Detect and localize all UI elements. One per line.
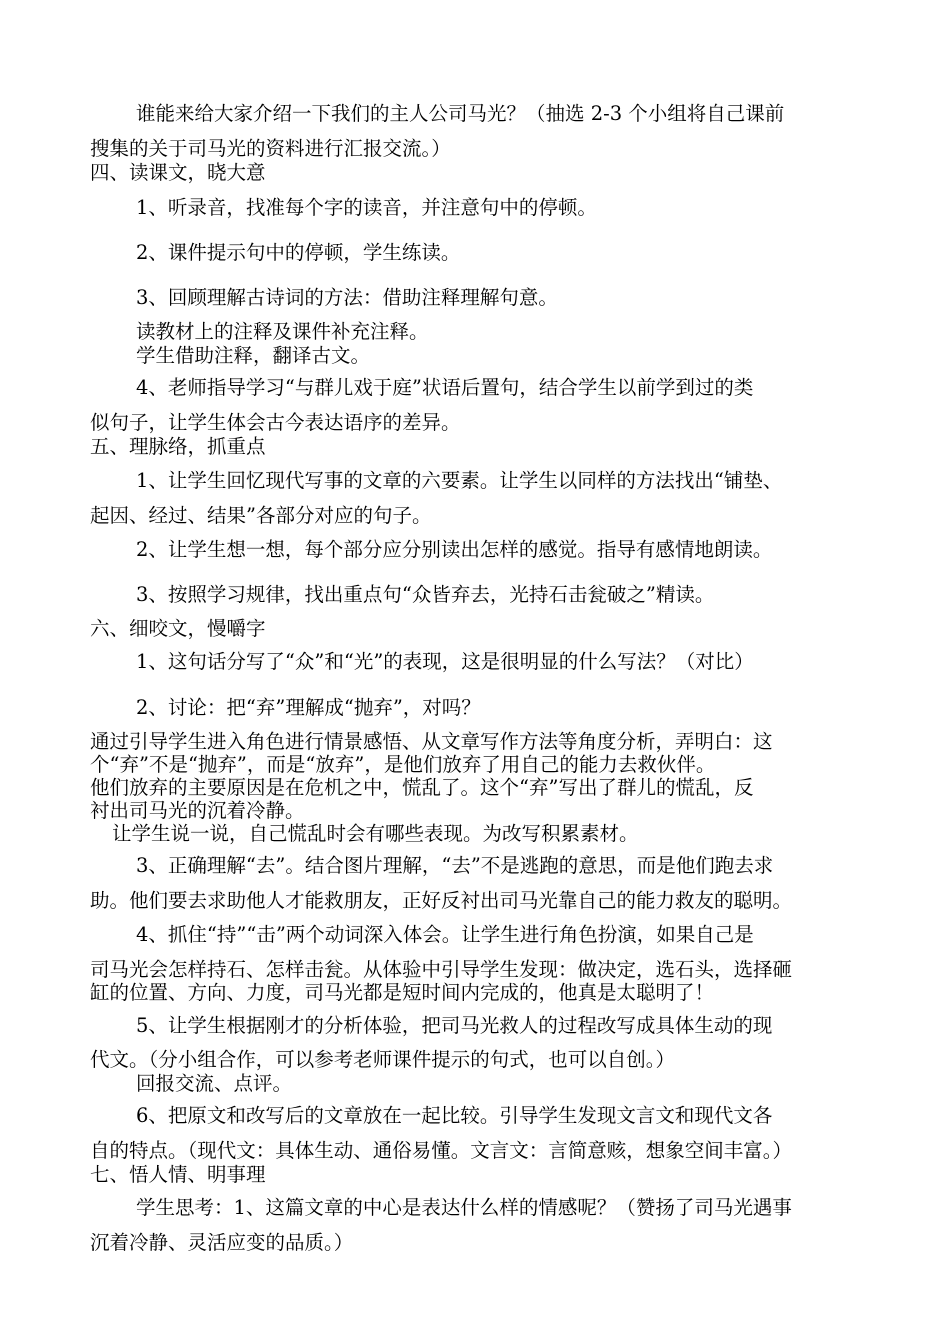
paragraph-line: 司马光会怎样持石、怎样击瓮。从体验中引导学生发现：做决定，选石头，选择砸 bbox=[90, 958, 793, 981]
paragraph-line: 自的特点。（现代文：具体生动、通俗易懂。文言文：言简意赅，想象空间丰富。） bbox=[90, 1139, 793, 1162]
paragraph-line: 3、按照学习规律，找出重点句“众皆弃去，光持石击瓮破之”精读。 bbox=[136, 583, 715, 606]
paragraph-line: 1、让学生回忆现代写事的文章的六要素。让学生以同样的方法找出“铺垫、 bbox=[136, 469, 783, 492]
paragraph-line: 4、老师指导学习“与群儿戏于庭”状语后置句，结合学生以前学到过的类 bbox=[136, 376, 754, 399]
paragraph-line: 2、讨论：把“弃”理解成“抛弃”，对吗？ bbox=[136, 696, 481, 719]
paragraph-line: 3、正确理解“去”。结合图片理解，“去”不是逃跑的意思，而是他们跑去求 bbox=[136, 854, 774, 877]
paragraph-line: 通过引导学生进入角色进行情景感悟、从文章写作方法等角度分析，弄明白：这 bbox=[90, 730, 773, 753]
paragraph-line: 学生借助注释，翻译古文。 bbox=[136, 344, 371, 367]
paragraph-line: 谁能来给大家介绍一下我们的主人公司马光？（抽选 2-3 个小组将自己课前 bbox=[136, 102, 785, 125]
paragraph-line: 1、这句话分写了“众”和“光”的表现，这是很明显的什么写法？（对比） bbox=[136, 650, 754, 673]
paragraph-line: 3、回顾理解古诗词的方法：借助注释理解句意。 bbox=[136, 286, 558, 309]
paragraph-line: 起因、经过、结果”各部分对应的句子。 bbox=[90, 504, 432, 527]
paragraph-line: 1、听录音，找准每个字的读音，并注意句中的停顿。 bbox=[136, 196, 597, 219]
section-heading: 七、悟人情、明事理 bbox=[90, 1163, 266, 1186]
paragraph-line: 让学生说一说，自己慌乱时会有哪些表现。为改写积累素材。 bbox=[112, 822, 639, 845]
paragraph-line: 衬出司马光的沉着冷静。 bbox=[90, 799, 305, 822]
paragraph-line: 4、抓住“持”“击”两个动词深入体会。让学生进行角色扮演，如果自己是 bbox=[136, 923, 754, 946]
paragraph-line: 5、让学生根据刚才的分析体验，把司马光救人的过程改写成具体生动的现 bbox=[136, 1014, 773, 1037]
paragraph-line: 似句子，让学生体会古今表达语序的差异。 bbox=[90, 411, 461, 434]
paragraph-line: 他们放弃的主要原因是在危机之中，慌乱了。这个“弃”写出了群儿的慌乱，反 bbox=[90, 776, 754, 799]
paragraph-line: 缸的位置、方向、力度，司马光都是短时间内完成的，他真是太聪明了！ bbox=[90, 981, 715, 1004]
section-heading: 六、细咬文，慢嚼字 bbox=[90, 617, 266, 640]
paragraph-line: 代文。（分小组合作，可以参考老师课件提示的句式，也可以自创。） bbox=[90, 1048, 676, 1071]
paragraph-line: 沉着冷静、灵活应变的品质。） bbox=[90, 1231, 354, 1254]
paragraph-line: 个“弃”不是“抛弃”，而是“放弃”，是他们放弃了用自己的能力去救伙伴。 bbox=[90, 753, 716, 776]
paragraph-line: 2、课件提示句中的停顿，学生练读。 bbox=[136, 241, 461, 264]
section-heading: 四、读课文，晓大意 bbox=[90, 161, 266, 184]
paragraph-line: 回报交流、点评。 bbox=[136, 1072, 293, 1095]
section-heading: 五、理脉络，抓重点 bbox=[90, 435, 266, 458]
paragraph-line: 2、让学生想一想，每个部分应分别读出怎样的感觉。指导有感情地朗读。 bbox=[136, 538, 773, 561]
paragraph-line: 读教材上的注释及课件补充注释。 bbox=[136, 320, 429, 343]
paragraph-line: 6、把原文和改写后的文章放在一起比较。引导学生发现文言文和现代文各 bbox=[136, 1104, 773, 1127]
paragraph-line: 助。他们要去求助他人才能救朋友，正好反衬出司马光靠自己的能力救友的聪明。 bbox=[90, 889, 793, 912]
paragraph-line: 学生思考：1、这篇文章的中心是表达什么样的情感呢？（赞扬了司马光遇事 bbox=[136, 1196, 792, 1219]
paragraph-line: 搜集的关于司马光的资料进行汇报交流。） bbox=[90, 137, 451, 160]
